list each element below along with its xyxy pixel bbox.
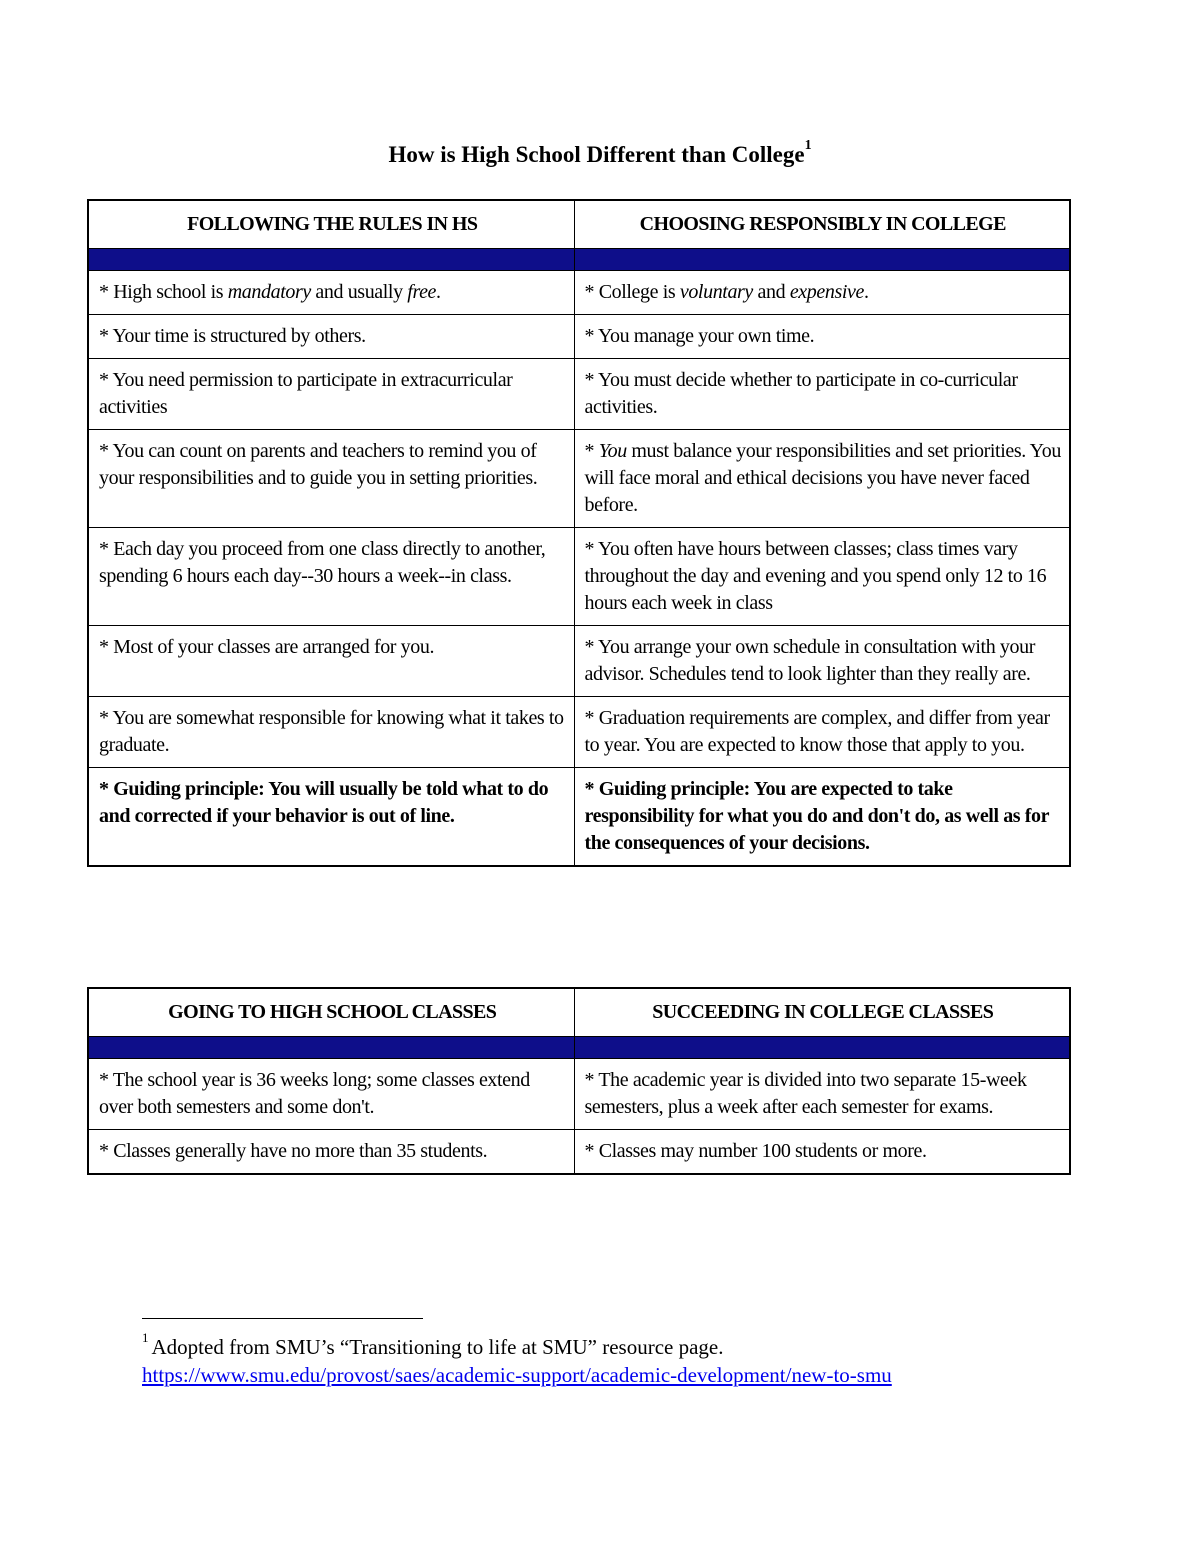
table-row xyxy=(88,315,1070,359)
cell-text: and xyxy=(752,281,790,303)
cell-text: * High school is xyxy=(99,281,228,303)
accent-bar-cell xyxy=(574,249,1070,271)
title-text: How is High School Different than College xyxy=(388,142,805,167)
cell-text: * Most of your classes are arranged for you. xyxy=(99,636,435,658)
cell-text: * The school year is 36 weeks long; some classes extend over both semesters and some don't. xyxy=(99,1069,530,1118)
rules-table-body xyxy=(88,200,1070,866)
column-header-college: CHOOSING RESPONSIBLY IN COLLEGE xyxy=(574,200,1070,249)
college-cell xyxy=(574,1130,1070,1175)
column-header-hs: FOLLOWING THE RULES IN HS xyxy=(88,200,574,249)
table-row xyxy=(88,528,1070,626)
cell-text: * You are somewhat responsible for knowing what it takes to graduate. xyxy=(99,707,564,756)
page-title xyxy=(0,138,1200,168)
title-footnote-marker[interactable]: 1 xyxy=(804,138,812,154)
cell-emphasis: You xyxy=(598,440,627,462)
table-row xyxy=(88,271,1070,315)
cell-text: and usually xyxy=(310,281,408,303)
hs-cell xyxy=(88,528,574,626)
cell-text: * The academic year is divided into two separate 15-week semesters, plus a week after each semester for exams. xyxy=(584,1069,1027,1118)
column-header-hs-classes: GOING TO HIGH SCHOOL CLASSES xyxy=(88,988,574,1037)
cell-text: * You often have hours between classes; class times vary throughout the day and evening and you spend only 12 to 16 hours each week in class xyxy=(584,538,1047,614)
hs-cell xyxy=(88,315,574,359)
hs-cell xyxy=(88,430,574,528)
college-cell xyxy=(574,768,1070,867)
cell-text: * You arrange your own schedule in consultation with your advisor. Schedules tend to look lighter than they really are. xyxy=(584,636,1035,685)
cell-text: * You manage your own time. xyxy=(584,325,815,347)
hs-cell xyxy=(88,697,574,768)
cell-emphasis: voluntary xyxy=(679,281,753,303)
college-cell xyxy=(574,528,1070,626)
college-cell xyxy=(574,430,1070,528)
cell-text: . xyxy=(436,281,441,303)
cell-emphasis: free xyxy=(407,281,437,303)
accent-bar-cell xyxy=(574,1037,1070,1059)
cell-text: must balance your responsibilities and set priorities. You will face moral and ethical decisions you have never faced before. xyxy=(584,440,1061,516)
cell-text: * Guiding principle: You are expected to take responsibility for what you do and don't do, as well as for the consequences of your decisions. xyxy=(584,778,1049,854)
accent-bar-cell xyxy=(88,249,574,271)
table-row xyxy=(88,359,1070,430)
footnote-separator xyxy=(142,1318,423,1319)
college-cell xyxy=(574,315,1070,359)
college-cell xyxy=(574,1059,1070,1130)
cell-text: * Guiding principle: You will usually be told what to do and corrected if your behavior is out of line. xyxy=(99,778,549,827)
hs-cell xyxy=(88,626,574,697)
table-row xyxy=(88,768,1070,867)
cell-text: * You can count on parents and teachers to remind you of your responsibilities and to guide you in setting priorities. xyxy=(99,440,538,489)
rules-comparison-table xyxy=(87,199,1071,867)
footnote-text-line xyxy=(142,1328,1042,1361)
classes-comparison-table xyxy=(87,987,1071,1175)
table-row xyxy=(88,1130,1070,1175)
table-header-row xyxy=(88,988,1070,1037)
footnote-link[interactable]: https://www.smu.edu/provost/saes/academic-support/academic-development/new-to-smu xyxy=(142,1363,892,1387)
footnote xyxy=(142,1328,1042,1389)
cell-emphasis: mandatory xyxy=(227,281,311,303)
college-cell xyxy=(574,359,1070,430)
table-row xyxy=(88,1059,1070,1130)
cell-text: . xyxy=(863,281,869,303)
classes-table-body xyxy=(88,988,1070,1174)
cell-text: * Your time is structured by others. xyxy=(99,325,366,347)
college-cell xyxy=(574,271,1070,315)
cell-text: * Each day you proceed from one class directly to another, spending 6 hours each day--30 hours a week--in class. xyxy=(99,538,546,587)
table-row xyxy=(88,697,1070,768)
college-cell xyxy=(574,697,1070,768)
header-accent-bar xyxy=(88,249,1070,271)
table-row xyxy=(88,430,1070,528)
table-row xyxy=(88,626,1070,697)
cell-text: * Graduation requirements are complex, and differ from year to year. You are expected to know those that apply to you. xyxy=(584,707,1050,756)
header-accent-bar xyxy=(88,1037,1070,1059)
hs-cell xyxy=(88,768,574,867)
cell-text: * Classes may number 100 students or more. xyxy=(584,1140,927,1162)
cell-text: * College is xyxy=(584,281,680,303)
table-header-row xyxy=(88,200,1070,249)
cell-text: * You must decide whether to participate in co-curricular activities. xyxy=(584,369,1018,418)
hs-cell xyxy=(88,1130,574,1175)
accent-bar-cell xyxy=(88,1037,574,1059)
column-header-college-classes: SUCCEEDING IN COLLEGE CLASSES xyxy=(574,988,1070,1037)
footnote-text: Adopted from SMU’s “Transitioning to life at SMU” resource page. xyxy=(151,1335,724,1359)
hs-cell xyxy=(88,359,574,430)
cell-emphasis: expensive xyxy=(789,281,864,303)
cell-text: * You need permission to participate in extracurricular activities xyxy=(99,369,513,418)
footnote-marker: 1 xyxy=(142,1330,149,1345)
footnote-link-line xyxy=(142,1361,1042,1389)
hs-cell xyxy=(88,1059,574,1130)
college-cell xyxy=(574,626,1070,697)
cell-text: * Classes generally have no more than 35 students. xyxy=(99,1140,488,1162)
cell-text: * xyxy=(584,440,599,462)
hs-cell xyxy=(88,271,574,315)
